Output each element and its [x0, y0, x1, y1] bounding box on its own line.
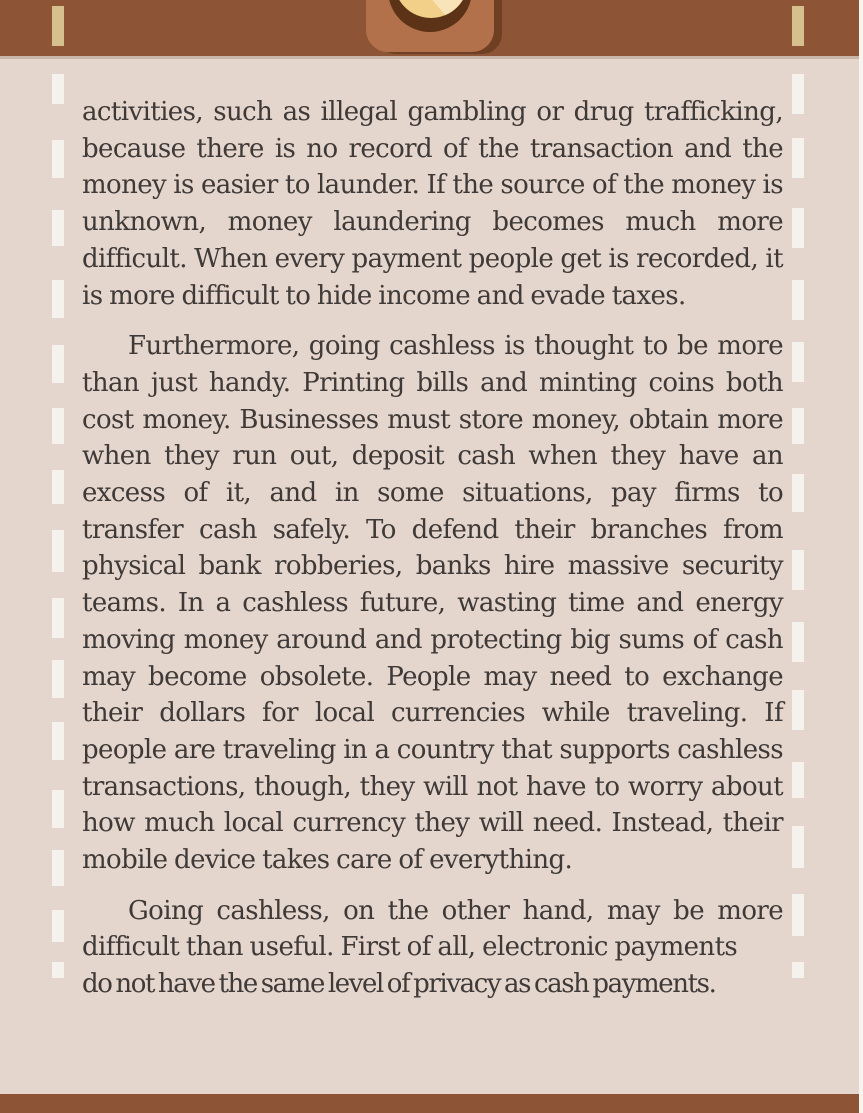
left-dash — [52, 910, 64, 942]
right-dash — [792, 74, 804, 114]
right-dash — [792, 690, 804, 730]
right-dash — [792, 138, 804, 178]
left-dash — [52, 722, 64, 760]
left-dash — [52, 345, 64, 383]
left-dash — [52, 790, 64, 828]
right-dash — [792, 474, 804, 512]
article-paragraph: Going cashless, on the other hand, may be more difficult than useful. First of all, electronic payments — [82, 895, 783, 963]
left-dash — [52, 280, 64, 318]
left-dash — [52, 140, 64, 178]
right-dash — [792, 762, 804, 798]
left-dash — [52, 962, 64, 978]
right-dash — [792, 208, 804, 248]
left-dash — [52, 598, 64, 638]
left-dash — [52, 850, 64, 886]
right-dash — [792, 622, 804, 662]
left-dash — [52, 530, 64, 572]
right-dash — [792, 962, 804, 978]
right-peg — [792, 6, 804, 46]
right-dash — [792, 826, 804, 868]
coin-badge — [366, 0, 494, 52]
left-peg — [52, 6, 64, 46]
right-dash — [792, 894, 804, 936]
article-paragraph: activities, such as illegal gambling or drug trafficking, because there is no record of the transaction and the money is easier to launder. If the source of the money is unknown, money laundering becomes much more difficult. When every payment people get is recorded, it is more difficult to hide income and evade taxes. — [82, 97, 783, 311]
left-dash — [52, 660, 64, 698]
right-edge — [859, 0, 863, 1113]
bottom-bar — [0, 1094, 859, 1113]
left-dash — [52, 470, 64, 504]
right-dash — [792, 550, 804, 590]
left-dash — [52, 74, 64, 104]
left-dash — [52, 210, 64, 246]
right-dash — [792, 280, 804, 320]
right-dash — [792, 408, 804, 444]
article-paragraph: Furthermore, going cashless is thought to be more than just handy. Printing bills and minting coins both cost money. Businesses must store money, obtain more when they run out, deposit cash when they have an excess of it, and in some situations, pay firms to transfer cash safely. To defend their branches from physical bank robberies, banks hire massive security teams. In a cashless future, wasting time and energy moving money around and protecting big sums of cash may become obsolete. People may need to exchange their dollars for local currencies while traveling. If people are traveling in a country that supports cashless transactions, though, they will not have to worry about how much local currency they will need. Instead, their mobile device takes care of everything. — [82, 331, 783, 876]
right-dash — [792, 342, 804, 382]
article-text — [82, 94, 783, 1017]
article-paragraph: do not have the same level of privacy as cash payments. — [82, 969, 716, 1000]
left-dash — [52, 408, 64, 444]
